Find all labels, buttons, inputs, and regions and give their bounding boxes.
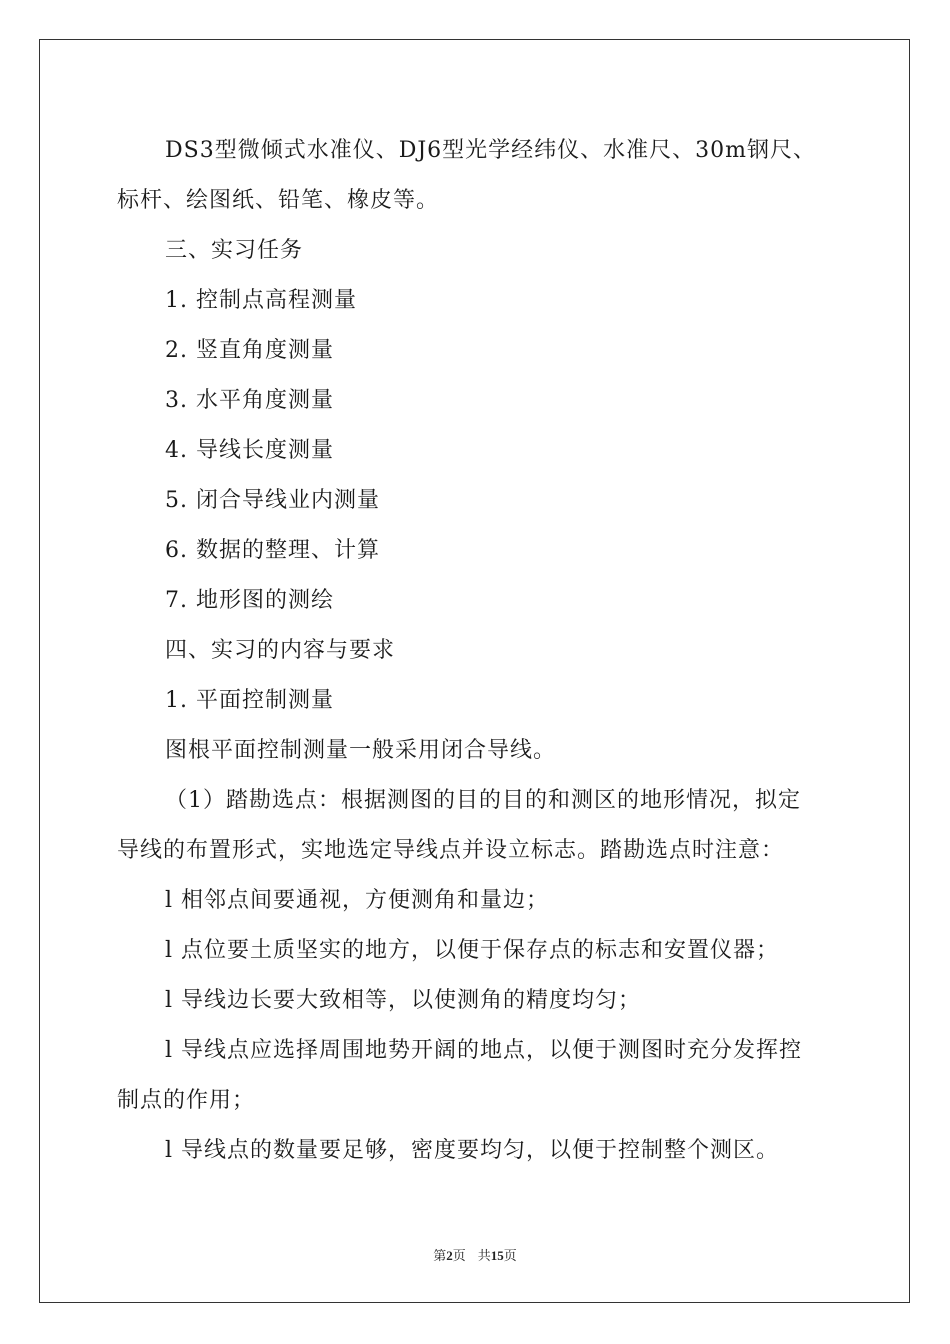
section-heading: 三、实习任务	[165, 238, 304, 263]
paragraph-line: 导线的布置形式，实地选定导线点并设立标志。踏勘选点时注意：	[117, 838, 785, 863]
total-prefix: 共	[477, 1249, 491, 1264]
paragraph-line: 制点的作用；	[117, 1088, 256, 1113]
bullet-item: l 导线点应选择周围地势开阔的地点，以便于测图时充分发挥控	[165, 1038, 803, 1063]
total-suffix: 页	[503, 1249, 517, 1264]
bullet-item: l 导线边长要大致相等，以使测角的精度均匀；	[165, 988, 642, 1013]
paragraph-line: 图根平面控制测量一般采用闭合导线。	[165, 738, 557, 763]
list-item: 3. 水平角度测量	[165, 388, 334, 413]
bullet-item: l 导线点的数量要足够，密度要均匀，以便于控制整个测区。	[165, 1138, 780, 1163]
list-item: 6. 数据的整理、计算	[165, 538, 380, 563]
list-item: 4. 导线长度测量	[165, 438, 334, 463]
subsection-heading: 1. 平面控制测量	[165, 688, 334, 713]
section-heading: 四、实习的内容与要求	[165, 638, 396, 663]
paragraph-line: （1）踏勘选点：根据测图的目的目的和测区的地形情况，拟定	[165, 788, 801, 813]
list-item: 1. 控制点高程测量	[165, 288, 357, 313]
document-body	[117, 126, 837, 1176]
paragraph-line: DS3型微倾式水准仪、DJ6型光学经纬仪、水准尺、30m钢尺、	[165, 138, 817, 163]
page-suffix: 页	[452, 1249, 466, 1264]
bullet-item: l 相邻点间要通视，方便测角和量边；	[165, 888, 550, 913]
list-item: 7. 地形图的测绘	[165, 588, 334, 613]
page-number: 2	[446, 1248, 453, 1263]
page-prefix: 第	[433, 1249, 447, 1264]
list-item: 2. 竖直角度测量	[165, 338, 334, 363]
total-pages: 15	[490, 1248, 504, 1263]
list-item: 5. 闭合导线业内测量	[165, 488, 380, 513]
bullet-item: l 点位要土质坚实的地方，以便于保存点的标志和安置仪器；	[165, 938, 780, 963]
page-footer	[0, 1246, 950, 1267]
paragraph-line: 标杆、绘图纸、铅笔、橡皮等。	[117, 188, 440, 213]
